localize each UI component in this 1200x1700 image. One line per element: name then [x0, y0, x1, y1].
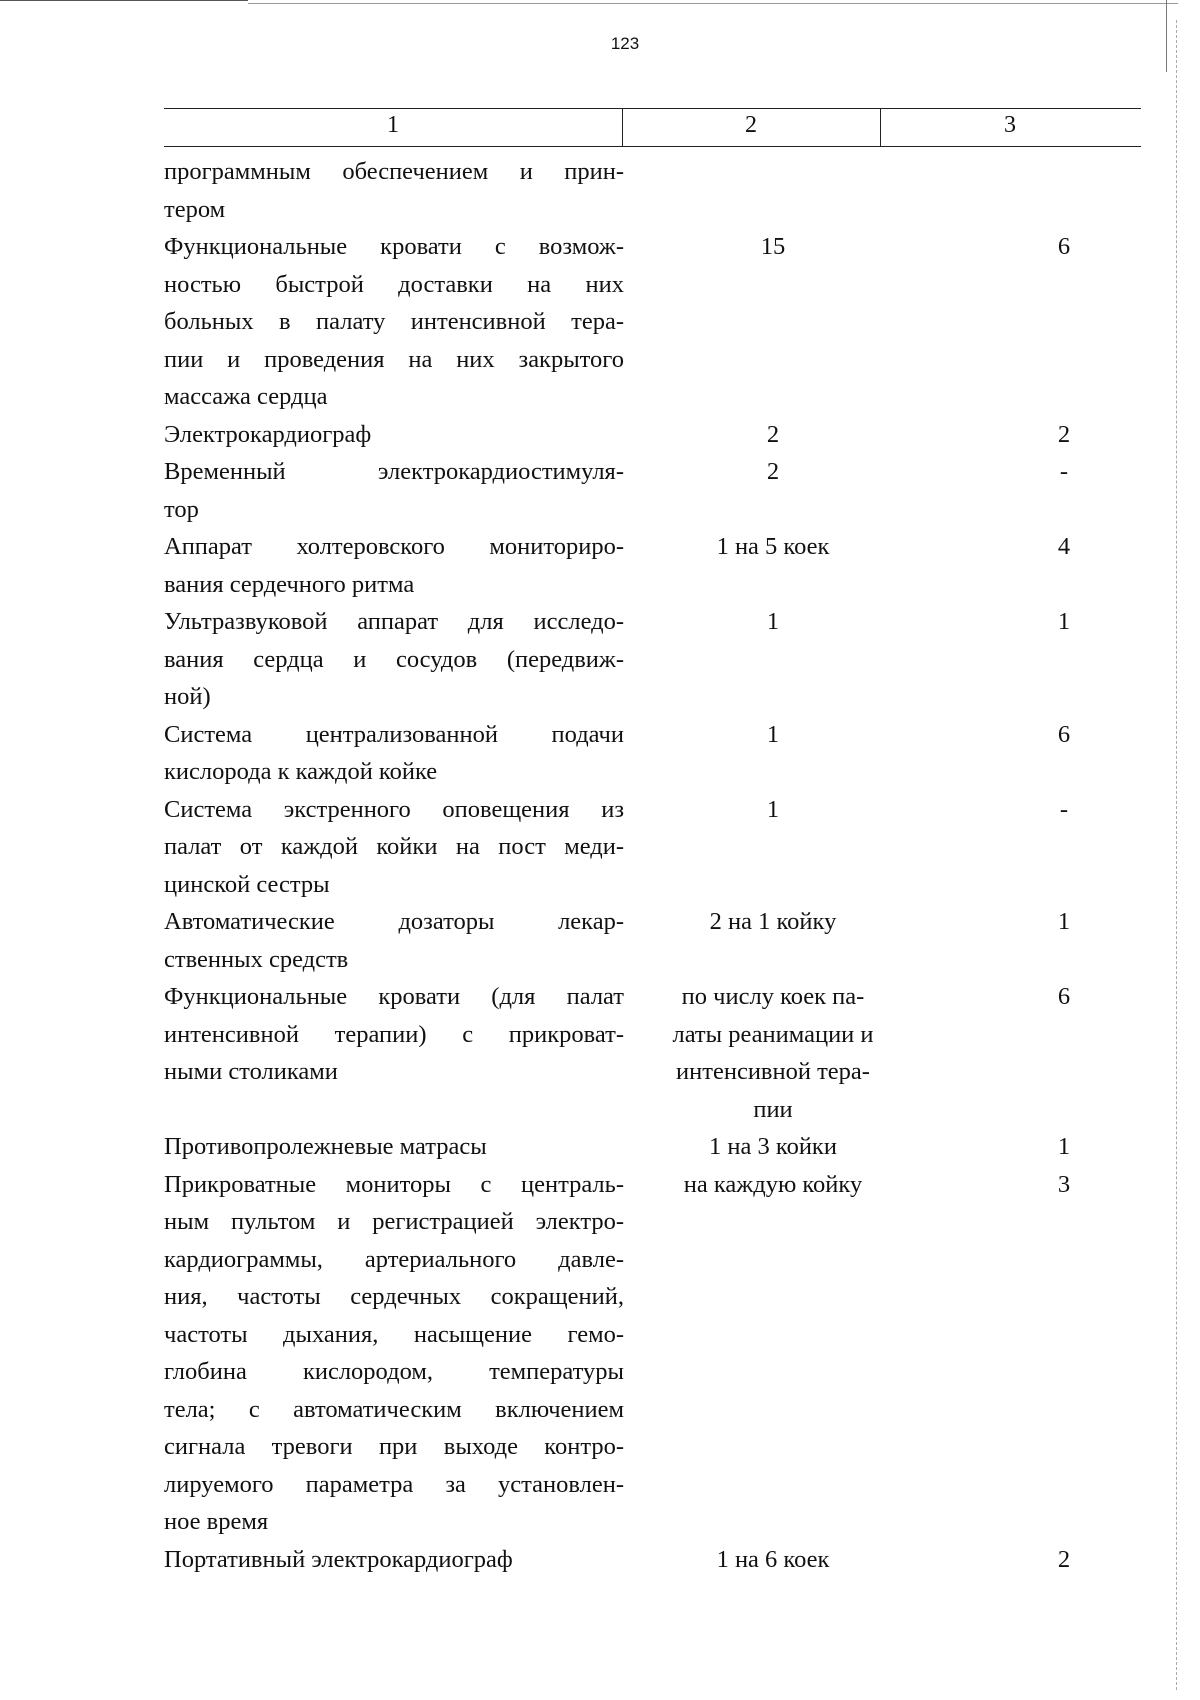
quantity-line: 1	[766, 720, 780, 748]
equipment-name	[164, 453, 624, 528]
quantity-line: 1 на 5 коек	[716, 533, 830, 560]
quantity-line: 1 на 6 коек	[716, 1545, 830, 1573]
equipment-name-line: частоты дыхания, насыщение гемо-	[164, 1320, 624, 1348]
equipment-name	[164, 228, 624, 416]
quantity-value	[630, 1166, 916, 1204]
equipment-name-line: Портативный электрокардиограф	[164, 1545, 513, 1573]
quantity-value	[630, 416, 916, 454]
page-number: 123	[610, 34, 640, 53]
equipment-name-line: пии и проведения на них закрытого	[164, 345, 624, 373]
quantity-line: по числу коек па-	[681, 983, 865, 1010]
column-3-value: 1	[1057, 908, 1071, 935]
equipment-name-line: ной)	[164, 683, 211, 710]
column-3-value: -	[1059, 458, 1069, 485]
equipment-name	[164, 791, 624, 904]
quantity-value	[630, 228, 916, 266]
equipment-name-line: массажа сердца	[164, 383, 328, 410]
equipment-name-line: глобина кислородом, температуры	[164, 1358, 624, 1385]
column-3-value: 6	[1057, 720, 1071, 748]
quantity-value	[630, 528, 916, 566]
quantity-value	[630, 791, 916, 829]
quantity-line: на каждую койку	[683, 1170, 863, 1198]
header-col-1: 1	[387, 112, 399, 138]
quantity-line: 1	[766, 795, 780, 823]
equipment-name-line: ственных средств	[164, 945, 349, 973]
quantity-line: интенсивной тера-	[676, 1058, 870, 1085]
equipment-name-line: программным обеспечением и прин-	[164, 158, 624, 185]
column-3-value: 2	[1057, 1545, 1071, 1573]
equipment-name	[164, 603, 624, 716]
column-3-value: -	[1059, 795, 1069, 823]
quantity-value	[630, 716, 916, 754]
quantity-line: 2	[766, 458, 780, 485]
equipment-name-line: Функциональные кровати с возмож-	[164, 233, 624, 260]
equipment-name-line: ностью быстрой доставки на них	[164, 270, 624, 298]
equipment-name	[164, 153, 624, 228]
column-3-value: 1	[1057, 1133, 1071, 1160]
header-col-3: 3	[1004, 112, 1016, 138]
header-top-rule	[164, 108, 1141, 109]
header-bottom-rule	[164, 146, 1141, 147]
quantity-line: латы реанимации и	[672, 1020, 874, 1048]
equipment-name-line: тером	[164, 195, 226, 223]
equipment-name	[164, 716, 624, 791]
equipment-name-line: ным пультом и регистрацией электро-	[164, 1208, 624, 1235]
quantity-line: 2 на 1 койку	[709, 908, 837, 935]
quantity-value	[630, 978, 916, 1128]
equipment-name-line: палат от каждой койки на пост меди-	[164, 833, 624, 860]
header-col-2: 2	[745, 112, 757, 138]
column-3-value: 1	[1057, 608, 1071, 635]
equipment-name-line: Противопролежневые матрасы	[164, 1133, 487, 1160]
equipment-name-line: Прикроватные мониторы с централь-	[164, 1170, 624, 1198]
equipment-name-line: сигнала тревоги при выходе контро-	[164, 1433, 624, 1460]
equipment-name-line: Временный электрокардиостимуля-	[164, 458, 624, 485]
equipment-name-line: ния, частоты сердечных сокращений,	[164, 1283, 624, 1310]
equipment-name	[164, 416, 624, 454]
column-3-value: 4	[1057, 533, 1071, 560]
quantity-value	[630, 603, 916, 641]
column-3-value: 3	[1057, 1170, 1071, 1198]
equipment-name-line: Ультразвуковой аппарат для исследо-	[164, 608, 624, 635]
scan-edge-top	[0, 0, 248, 1]
equipment-name-line: ными столиками	[164, 1058, 338, 1085]
equipment-name-line: Электрокардиограф	[164, 420, 372, 448]
quantity-value	[630, 1541, 916, 1579]
equipment-name-line: Система экстренного оповещения из	[164, 795, 624, 823]
equipment-name-line: тор	[164, 495, 199, 523]
equipment-name-line: вания сердца и сосудов (передвиж-	[164, 645, 624, 673]
equipment-name	[164, 978, 624, 1091]
equipment-name	[164, 903, 624, 978]
quantity-line: 1 на 3 койки	[709, 1133, 837, 1160]
equipment-name-line: интенсивной терапии) с прикроват-	[164, 1020, 624, 1048]
equipment-name-line: Автоматические дозаторы лекар-	[164, 908, 624, 935]
equipment-name-line: кардиограммы, артериального давле-	[164, 1245, 624, 1273]
column-3-value: 6	[1057, 983, 1071, 1010]
scan-edge-right-dashed	[1176, 20, 1177, 1690]
quantity-line: 15	[760, 233, 786, 260]
scan-edge-top-right	[248, 3, 1178, 4]
quantity-value	[630, 903, 916, 941]
equipment-name-line: ное время	[164, 1508, 269, 1535]
quantity-value	[630, 1128, 916, 1166]
quantity-line: пии	[753, 1095, 793, 1123]
column-3-value: 2	[1057, 420, 1071, 448]
equipment-name-line: вания сердечного ритма	[164, 570, 415, 598]
equipment-name	[164, 1128, 624, 1166]
equipment-name	[164, 528, 624, 603]
equipment-name-line: цинской сестры	[164, 870, 330, 898]
equipment-name-line: Аппарат холтеровского мониториро-	[164, 533, 624, 560]
equipment-name-line: лируемого параметра за установлен-	[164, 1470, 624, 1498]
equipment-name-line: больных в палату интенсивной тера-	[164, 308, 624, 335]
equipment-name-line: Система централизованной подачи	[164, 720, 624, 748]
quantity-line: 1	[766, 608, 780, 635]
equipment-name-line: тела; с автоматическим включением	[164, 1395, 624, 1423]
equipment-name	[164, 1541, 624, 1579]
quantity-line: 2	[766, 420, 780, 448]
equipment-name-line: кислорода к каждой койке	[164, 758, 438, 785]
column-3-value: 6	[1057, 233, 1071, 260]
quantity-value	[630, 453, 916, 491]
equipment-name-line: Функциональные кровати (для палат	[164, 983, 624, 1010]
equipment-name	[164, 1166, 624, 1541]
